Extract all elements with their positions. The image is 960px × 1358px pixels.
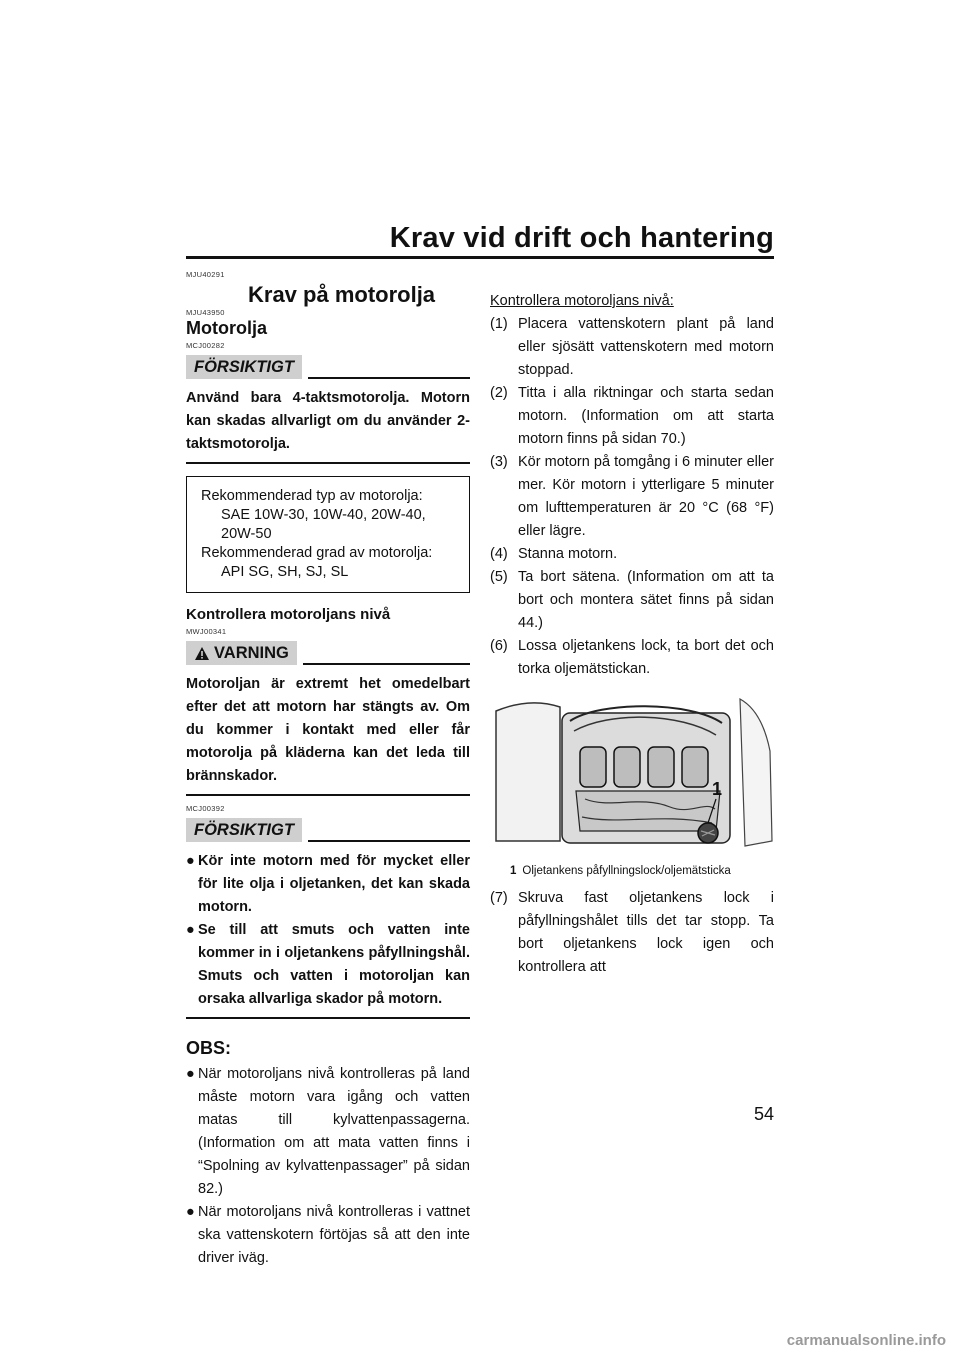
obs-bullet <box>186 1201 470 1270</box>
obs-bullet-text: När motoroljans nivå kontrolleras på land måste motorn vara igång och vatten matas till kylvattenpassagerna. (Information om att mata vatten finns i “Spolning av kylvattenpassager” på sidan 82.) <box>198 1066 470 1197</box>
caution-text: Använd bara 4-taktsmotorolja. Motorn kan skadas allvarligt om du använder 2-taktsmotorolja. <box>186 390 470 452</box>
section-code: MJU40291 <box>186 270 225 279</box>
caution-bar <box>186 355 470 379</box>
left-column <box>186 270 470 1270</box>
spec-type-value-2: 20W-50 <box>221 526 272 542</box>
procedure-step <box>490 887 774 979</box>
obs-heading: OBS: <box>186 1038 231 1058</box>
caution2-end-rule <box>186 1017 470 1019</box>
warning-badge <box>186 641 297 665</box>
subsection-title: Motorolja <box>186 318 267 338</box>
procedure-step <box>490 543 774 566</box>
warning-bar <box>186 641 470 665</box>
page-header-title: Krav vid drift och hantering <box>389 222 774 254</box>
bullet-dot-icon: ● <box>186 853 195 869</box>
warning-end-rule <box>186 794 470 796</box>
watermark: carmanualsonline.info <box>786 1332 946 1349</box>
procedure-step <box>490 451 774 543</box>
warning-code: MWJ00341 <box>186 627 227 636</box>
warning-label: VARNING <box>214 644 289 662</box>
step-number: (4) <box>490 546 508 562</box>
step-number: (6) <box>490 638 508 654</box>
caution2-bullet <box>186 919 470 1011</box>
check-heading: Kontrollera motoroljans nivå <box>186 606 391 623</box>
caution2-code: MCJ00392 <box>186 804 225 813</box>
caution2-bar <box>186 818 470 842</box>
step-text: Kör motorn på tomgång i 6 minuter eller mer. Kör motorn i ytterligare 5 minuter om lufttemperaturen är 20 °C (68 °F) eller lägre. <box>518 454 774 539</box>
caution-end-rule <box>186 462 470 464</box>
step-number: (5) <box>490 569 508 585</box>
spec-box <box>186 476 470 593</box>
warning-rule <box>303 663 470 665</box>
caution2-rule <box>308 840 470 842</box>
step-text: Ta bort sätena. (Information om att ta bort och montera sätet finns på sidan 44.) <box>518 569 774 631</box>
spec-type-value-1: SAE 10W-30, 10W-40, 20W-40, <box>221 507 426 523</box>
spec-grade-value: API SG, SH, SJ, SL <box>221 564 349 580</box>
caution2-bullet <box>186 850 470 919</box>
step-number: (1) <box>490 316 508 332</box>
warning-triangle-icon <box>194 646 210 661</box>
obs-bullet-text: När motoroljans nivå kontrolleras i vattnet ska vattenskotern förtöjas så att den inte driver iväg. <box>198 1204 470 1266</box>
caution2-bullet-text: Kör inte motorn med för mycket eller för lite olja i oljetanken, det kan skada motorn. <box>198 853 470 915</box>
procedure-heading: Kontrollera motoroljans nivå: <box>490 293 674 309</box>
step-text: Skruva fast oljetankens lock i påfyllningshålet tills det tar stopp. Ta bort oljetankens lock igen och kontrollera att <box>518 890 774 975</box>
procedure-step <box>490 566 774 635</box>
spec-grade-label: Rekommenderad grad av motorolja: <box>201 545 433 561</box>
step-text: Stanna motorn. <box>518 546 618 562</box>
caption-text: Oljetankens påfyllningslock/oljemätsticka <box>522 865 731 877</box>
bullet-dot-icon: ● <box>186 1066 195 1082</box>
engine-photo <box>490 691 774 861</box>
caution-label: FÖRSIKTIGT <box>186 355 302 379</box>
section-title: Krav på motorolja <box>248 282 436 307</box>
page-number: 54 <box>753 1104 774 1124</box>
procedure-step <box>490 635 774 681</box>
procedure-step <box>490 382 774 451</box>
caution-code: MCJ00282 <box>186 341 225 350</box>
figure-caption <box>510 865 774 877</box>
right-column <box>490 290 774 979</box>
step-number: (7) <box>490 890 508 906</box>
caution-rule <box>308 377 470 379</box>
spec-type-label: Rekommenderad typ av motorolja: <box>201 488 423 504</box>
header-rule <box>186 256 774 259</box>
procedure-step <box>490 313 774 382</box>
caution2-bullet-text: Se till att smuts och vatten inte kommer in i oljetankens påfyllningshål. Smuts och vatten i motoroljan kan orsaka allvarliga skador på motorn. <box>198 922 470 1007</box>
bullet-dot-icon: ● <box>186 922 195 938</box>
step-number: (2) <box>490 385 508 401</box>
subsection-code: MJU43950 <box>186 308 225 317</box>
caution2-label: FÖRSIKTIGT <box>186 818 302 842</box>
step-text: Titta i alla riktningar och starta sedan motorn. (Information om att starta motorn finns på sidan 70.) <box>518 385 774 447</box>
step-number: (3) <box>490 454 508 470</box>
obs-bullet <box>186 1063 470 1201</box>
step-text: Lossa oljetankens lock, ta bort det och torka oljemätstickan. <box>518 638 774 677</box>
bullet-dot-icon: ● <box>186 1204 195 1220</box>
figure-callout: 1 <box>712 779 723 799</box>
engine-illustration <box>490 691 774 861</box>
warning-text: Motoroljan är extremt het omedelbart efter det att motorn har stängts av. Om du kommer i kontakt med eller får motorolja på kläderna kan det leda till brännskador. <box>186 676 470 784</box>
caption-number: 1 <box>510 865 517 877</box>
step-text: Placera vattenskotern plant på land eller sjösätt vattenskotern med motorn stoppad. <box>518 316 774 378</box>
